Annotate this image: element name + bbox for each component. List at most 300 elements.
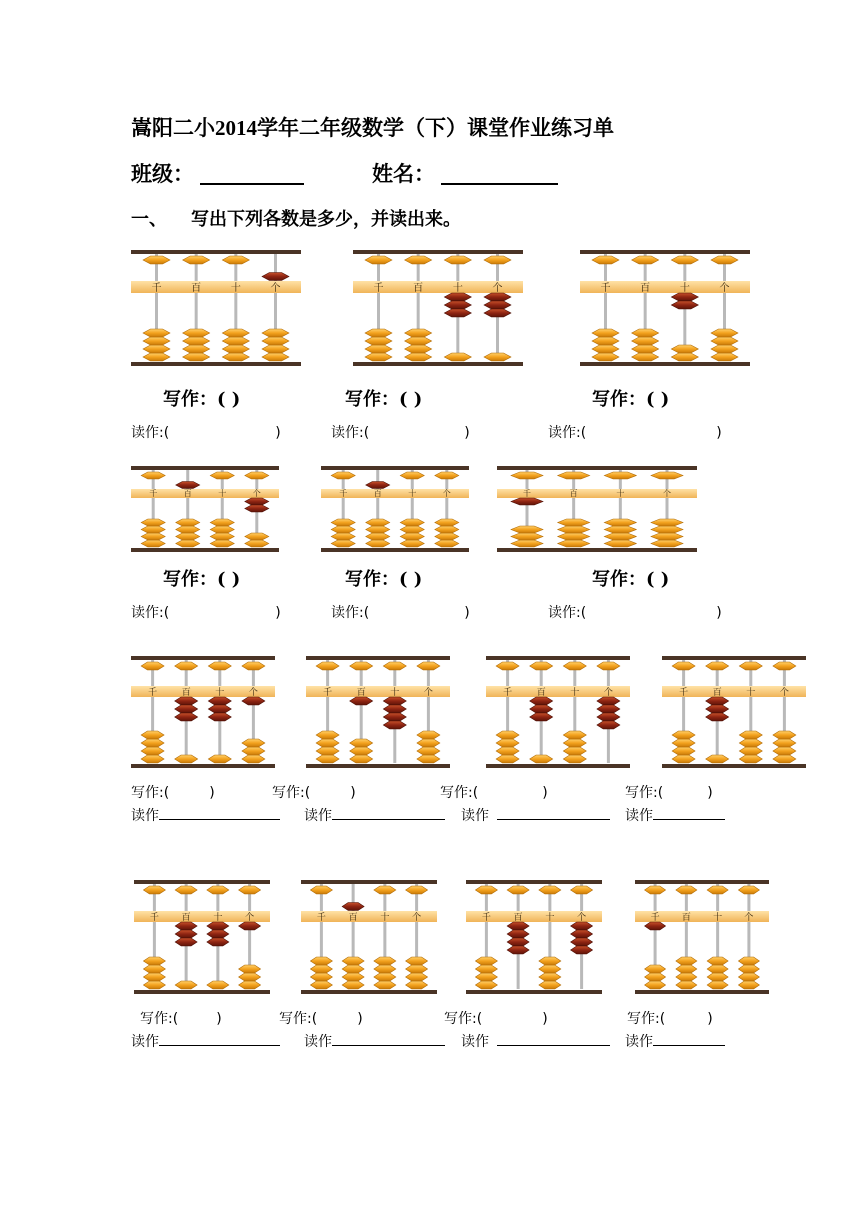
place-label: 百 (413, 283, 424, 294)
place-label: 百 (373, 489, 382, 498)
earth-bead (496, 755, 519, 763)
earth-bead-counted (208, 713, 231, 721)
earth-bead (604, 526, 636, 533)
heaven-bead (207, 886, 229, 894)
earth-bead (406, 957, 428, 965)
earth-bead (417, 755, 440, 763)
abacus-3 (580, 250, 750, 366)
earth-bead (496, 747, 519, 755)
earth-bead (739, 747, 762, 755)
earth-bead (707, 973, 728, 981)
earth-bead (310, 957, 332, 965)
earth-bead (331, 526, 355, 533)
earth-bead (651, 526, 683, 533)
write-answer-14[interactable] (627, 1008, 713, 1028)
abacus-bottom-bar (635, 990, 769, 994)
earth-bead (316, 731, 339, 739)
write-open: 写作:( (625, 785, 664, 801)
earth-bead (558, 533, 590, 540)
heaven-bead (435, 472, 459, 479)
place-label: 千 (373, 283, 384, 294)
heaven-bead (597, 662, 620, 670)
abacus-top-bar (131, 656, 275, 660)
place-label: 十 (545, 913, 555, 923)
write-close: ) (542, 785, 548, 801)
earth-bead (331, 519, 355, 526)
earth-bead-counted (597, 713, 620, 721)
earth-bead (374, 981, 396, 989)
earth-bead-counted (530, 697, 553, 705)
write-answer-3[interactable]: 写作：( ) (592, 389, 670, 410)
earth-bead (141, 747, 164, 755)
abacus-bottom-bar (486, 764, 630, 768)
earth-bead-counted (671, 293, 698, 301)
earth-bead-counted (571, 930, 593, 938)
earth-bead-counted (383, 697, 406, 705)
write-open: 写作:( (140, 1011, 179, 1027)
abacus-13 (466, 880, 602, 994)
read-line-9[interactable] (461, 805, 610, 825)
heaven-bead (245, 472, 269, 479)
heaven-bead (183, 256, 210, 264)
heaven-bead (711, 256, 738, 264)
place-label: 百 (348, 913, 358, 923)
place-label: 十 (616, 489, 625, 498)
earth-bead-counted (597, 705, 620, 713)
abacus-bottom-bar (134, 990, 270, 994)
place-label: 千 (503, 688, 513, 698)
earth-bead (143, 965, 165, 973)
earth-bead (262, 329, 289, 337)
earth-bead (222, 353, 249, 361)
earth-bead (604, 519, 636, 526)
abacus-graphic (301, 880, 437, 994)
write-answer-2[interactable]: 写作：( ) (345, 389, 423, 410)
earth-bead (183, 329, 210, 337)
earth-bead-counted (484, 301, 511, 309)
earth-bead (242, 739, 265, 747)
earth-bead (262, 353, 289, 361)
place-label: 个 (577, 913, 587, 923)
abacus-1 (131, 250, 301, 366)
heaven-bead (143, 886, 165, 894)
earth-bead (672, 739, 695, 747)
place-label: 个 (245, 913, 255, 923)
place-label: 个 (603, 688, 613, 698)
earth-bead (417, 739, 440, 747)
read-close: ) (275, 605, 281, 621)
heaven-bead (645, 886, 666, 894)
write-close: ) (707, 785, 713, 801)
heaven-bead (400, 472, 424, 479)
earth-bead (773, 755, 796, 763)
place-label: 千 (481, 913, 491, 923)
earth-bead (210, 533, 234, 540)
read-close: ) (716, 425, 722, 441)
read-open: 读作:( (331, 605, 370, 621)
heaven-bead (511, 472, 543, 479)
earth-bead-counted (383, 705, 406, 713)
read-line-8[interactable] (304, 805, 445, 825)
earth-bead (405, 345, 432, 353)
write-answer-12[interactable] (279, 1008, 363, 1028)
earth-bead-counted (507, 922, 529, 930)
earth-bead-counted (511, 498, 543, 505)
earth-bead-counted (671, 301, 698, 309)
earth-bead (400, 533, 424, 540)
write-close: ) (542, 1011, 548, 1027)
earth-bead (239, 981, 261, 989)
write-answer-4[interactable]: 写作：( ) (163, 569, 241, 590)
name-blank[interactable] (441, 183, 558, 185)
place-label: 百 (513, 913, 523, 923)
earth-bead (262, 337, 289, 345)
place-label: 百 (181, 688, 191, 698)
read-label: 读作 (304, 1034, 332, 1050)
earth-bead (342, 973, 364, 981)
read-label: 读作 (131, 1034, 159, 1050)
abacus-top-bar (580, 250, 750, 254)
earth-bead (496, 739, 519, 747)
heaven-bead (739, 662, 762, 670)
earth-bead (435, 519, 459, 526)
read-answer-4[interactable] (131, 602, 281, 622)
heaven-bead (374, 886, 396, 894)
read-line-14[interactable] (625, 1031, 725, 1051)
place-label: 十 (713, 913, 723, 923)
abacus-9 (486, 656, 630, 768)
heaven-bead (310, 886, 332, 894)
write-answer-13[interactable] (444, 1008, 548, 1028)
earth-bead-counted (645, 922, 666, 930)
place-label: 千 (339, 489, 348, 498)
abacus-bottom-bar (497, 548, 697, 552)
read-line-12[interactable] (304, 1031, 445, 1051)
heaven-bead (222, 256, 249, 264)
earth-bead (711, 353, 738, 361)
earth-bead (558, 540, 590, 547)
earth-bead (400, 519, 424, 526)
abacus-graphic (635, 880, 769, 994)
earth-bead-counted (484, 293, 511, 301)
write-answer-1[interactable]: 写作：( ) (163, 389, 241, 410)
read-answer-2[interactable] (331, 422, 470, 442)
place-label: 百 (181, 913, 191, 923)
abacus-graphic (306, 656, 450, 768)
earth-bead (365, 353, 392, 361)
earth-bead (592, 329, 619, 337)
abacus-top-bar (497, 466, 697, 470)
earth-bead (558, 519, 590, 526)
heaven-bead (141, 472, 165, 479)
heaven-bead (738, 886, 759, 894)
heaven-bead (496, 662, 519, 670)
place-label: 个 (779, 688, 789, 698)
abacus-bottom-bar (353, 362, 523, 366)
earth-bead (210, 519, 234, 526)
earth-bead-counted (507, 930, 529, 938)
earth-bead (645, 981, 666, 989)
place-label: 百 (681, 913, 691, 923)
earth-bead (141, 731, 164, 739)
abacus-top-bar (131, 466, 279, 470)
write-close: ) (357, 1011, 363, 1027)
earth-bead (176, 533, 200, 540)
write-open: 写作:( (131, 785, 170, 801)
earth-bead (143, 981, 165, 989)
heaven-bead-counted (262, 273, 289, 281)
heaven-bead (676, 886, 697, 894)
earth-bead (676, 957, 697, 965)
earth-bead (350, 755, 373, 763)
earth-bead (604, 540, 636, 547)
earth-bead (342, 965, 364, 973)
earth-bead (511, 533, 543, 540)
earth-bead-counted (175, 922, 197, 930)
earth-bead-counted (597, 697, 620, 705)
earth-bead (672, 755, 695, 763)
heaven-bead (444, 256, 471, 264)
read-answer-6[interactable] (548, 602, 722, 622)
section-instruction: 写出下列各数是多少，并读出来。 (191, 209, 461, 230)
place-label: 个 (492, 283, 503, 294)
write-answer-10[interactable] (625, 782, 713, 802)
earth-bead (592, 353, 619, 361)
heaven-bead (210, 472, 234, 479)
abacus-bottom-bar (662, 764, 806, 768)
write-answer-5[interactable]: 写作：( ) (345, 569, 423, 590)
heaven-bead (405, 256, 432, 264)
abacus-graphic (580, 250, 750, 366)
earth-bead (365, 329, 392, 337)
earth-bead (671, 345, 698, 353)
earth-bead (444, 353, 471, 361)
earth-bead (711, 345, 738, 353)
place-label: 百 (191, 283, 202, 294)
place-label: 千 (523, 489, 531, 498)
earth-bead (496, 731, 519, 739)
earth-bead-counted (530, 705, 553, 713)
read-answer-5[interactable] (331, 602, 470, 622)
read-close: ) (464, 425, 470, 441)
place-label: 千 (151, 283, 162, 294)
section-heading (131, 205, 461, 231)
earth-bead-counted (444, 301, 471, 309)
abacus-graphic (466, 880, 602, 994)
read-line-7[interactable] (131, 805, 280, 825)
earth-bead (773, 747, 796, 755)
earth-bead (604, 533, 636, 540)
name-label: 姓名： (372, 161, 435, 186)
earth-bead (141, 739, 164, 747)
place-label: 个 (270, 283, 281, 294)
earth-bead (400, 526, 424, 533)
earth-bead (405, 353, 432, 361)
write-answer-6[interactable]: 写作：( ) (592, 569, 670, 590)
earth-bead-counted (706, 713, 729, 721)
abacus-6 (497, 466, 697, 552)
place-label: 百 (183, 489, 192, 498)
read-label: 读作 (625, 1034, 653, 1050)
earth-bead (331, 533, 355, 540)
earth-bead (417, 747, 440, 755)
place-label: 百 (640, 283, 651, 294)
earth-bead (676, 973, 697, 981)
read-answer-1[interactable] (131, 422, 281, 442)
heaven-bead (383, 662, 406, 670)
place-label: 百 (569, 489, 578, 498)
place-label: 个 (423, 688, 433, 698)
abacus-top-bar (662, 656, 806, 660)
earth-bead (773, 731, 796, 739)
earth-bead (435, 526, 459, 533)
earth-bead (143, 353, 170, 361)
earth-bead (539, 973, 561, 981)
earth-bead (141, 755, 164, 763)
write-close: ) (707, 1011, 713, 1027)
earth-bead (350, 747, 373, 755)
earth-bead (143, 973, 165, 981)
abacus-8 (306, 656, 450, 768)
read-close: ) (716, 605, 722, 621)
earth-bead-counted (507, 938, 529, 946)
place-label: 十 (408, 489, 417, 498)
read-line-13[interactable] (461, 1031, 610, 1051)
earth-bead (739, 755, 762, 763)
place-label: 十 (230, 283, 241, 294)
heaven-bead-counted (176, 482, 200, 489)
write-answer-7[interactable] (131, 782, 215, 802)
place-label: 个 (248, 688, 258, 698)
place-label: 个 (412, 913, 422, 923)
earth-bead (365, 345, 392, 353)
read-label: 读作 (304, 808, 332, 824)
write-open: 写作:( (279, 1011, 318, 1027)
earth-bead (645, 965, 666, 973)
earth-bead (563, 747, 586, 755)
write-close: ) (216, 1011, 222, 1027)
abacus-top-bar (321, 466, 469, 470)
earth-bead-counted (208, 705, 231, 713)
earth-bead (707, 981, 728, 989)
earth-bead (475, 965, 497, 973)
earth-bead (672, 747, 695, 755)
write-open: 写作:( (440, 785, 479, 801)
read-close: ) (464, 605, 470, 621)
heaven-bead (208, 662, 231, 670)
abacus-graphic (131, 466, 279, 552)
write-answer-11[interactable] (140, 1008, 222, 1028)
earth-bead (183, 337, 210, 345)
read-line-11[interactable] (131, 1031, 280, 1051)
earth-bead (711, 337, 738, 345)
earth-bead-counted (207, 922, 229, 930)
heaven-bead (604, 472, 636, 479)
earth-bead (406, 981, 428, 989)
earth-bead (239, 965, 261, 973)
earth-bead-counted (207, 930, 229, 938)
heaven-bead (672, 662, 695, 670)
write-answer-9[interactable] (440, 782, 548, 802)
heaven-bead (632, 256, 659, 264)
abacus-bottom-bar (580, 362, 750, 366)
place-label: 个 (663, 489, 671, 498)
abacus-graphic (662, 656, 806, 768)
earth-bead (738, 965, 759, 973)
heaven-bead (406, 886, 428, 894)
heaven-bead (507, 886, 529, 894)
class-blank[interactable] (200, 183, 304, 185)
earth-bead (316, 739, 339, 747)
read-open: 读作:( (548, 425, 587, 441)
earth-bead (310, 965, 332, 973)
place-label: 千 (679, 688, 689, 698)
heaven-bead (539, 886, 561, 894)
earth-bead (310, 981, 332, 989)
earth-bead (563, 755, 586, 763)
earth-bead (539, 981, 561, 989)
earth-bead (331, 540, 355, 547)
heaven-bead (530, 662, 553, 670)
title-rest: 学年二年级数学（下）课堂作业练习单 (257, 115, 614, 140)
earth-bead-counted (571, 946, 593, 954)
read-answer-3[interactable] (548, 422, 722, 442)
earth-bead (738, 973, 759, 981)
write-open: 写作:( (272, 785, 311, 801)
heaven-bead (175, 662, 198, 670)
earth-bead (400, 540, 424, 547)
read-line-10[interactable] (625, 805, 725, 825)
earth-bead (707, 957, 728, 965)
earth-bead (239, 973, 261, 981)
write-open: 写作:( (627, 1011, 666, 1027)
earth-bead (645, 973, 666, 981)
abacus-top-bar (131, 250, 301, 254)
earth-bead (706, 755, 729, 763)
earth-bead-counted (208, 697, 231, 705)
earth-bead (316, 747, 339, 755)
earth-bead-counted (706, 697, 729, 705)
place-label: 千 (316, 913, 326, 923)
earth-bead (539, 957, 561, 965)
earth-bead-counted (245, 505, 269, 512)
earth-bead (484, 353, 511, 361)
earth-bead (374, 973, 396, 981)
earth-bead (539, 965, 561, 973)
earth-bead (366, 540, 390, 547)
earth-bead-counted (571, 922, 593, 930)
read-label: 读作 (131, 808, 159, 824)
earth-bead (405, 329, 432, 337)
heaven-bead-counted (342, 903, 364, 911)
heaven-bead (706, 662, 729, 670)
abacus-12 (301, 880, 437, 994)
place-label: 千 (149, 913, 159, 923)
earth-bead (141, 526, 165, 533)
earth-bead (245, 533, 269, 540)
abacus-top-bar (301, 880, 437, 884)
heaven-bead (484, 256, 511, 264)
place-label: 十 (380, 913, 390, 923)
earth-bead (632, 329, 659, 337)
earth-bead-counted (484, 309, 511, 317)
earth-bead (676, 981, 697, 989)
read-close: ) (275, 425, 281, 441)
heaven-bead (592, 256, 619, 264)
earth-bead (651, 519, 683, 526)
write-answer-8[interactable] (272, 782, 356, 802)
abacus-10 (662, 656, 806, 768)
